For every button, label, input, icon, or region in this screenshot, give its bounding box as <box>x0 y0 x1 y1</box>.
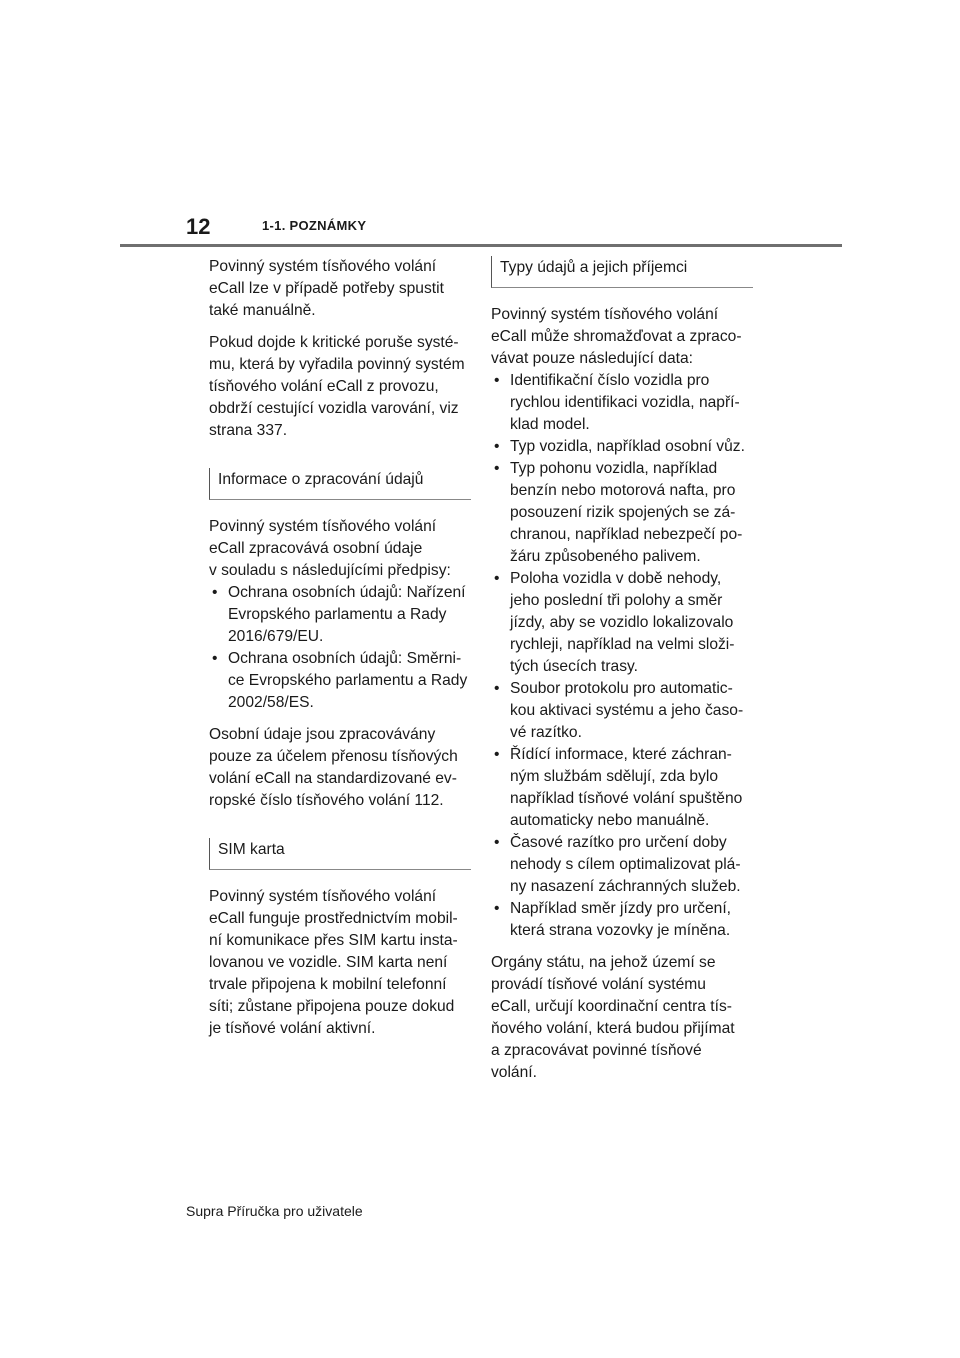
data-processing-heading: Informace o zpracování údajů <box>209 468 471 500</box>
authorities-paragraph: Orgány státu, na jehož území se provádí tísňové volání systému eCall, určují koordinační centra tís- ňového volání, která budou přijímat a zpracovávat povinné tísňové volání. <box>491 954 735 1081</box>
left-column <box>209 256 471 1050</box>
list-item: • Například směr jízdy pro určení, která strana vozovky je míněna. <box>491 898 753 942</box>
data-types-heading: Typy údajů a jejich příjemci <box>491 256 753 288</box>
list-item: • Poloha vozidla v době nehody, jeho poslední tři polohy a směr jízdy, aby se vozidlo lokalizovalo rychleji, například na velmi složi- tých úsecích trasy. <box>491 568 753 678</box>
list-item: • Ochrana osobních údajů: Směrni- ce Evropského parlamentu a Rady 2002/58/ES. <box>209 648 471 714</box>
header-divider <box>120 244 842 247</box>
footer-text: Supra Příručka pro uživatele <box>186 1203 363 1219</box>
sim-paragraph: Povinný systém tísňového volání eCall funguje prostřednictvím mobil- ní komunikace přes SIM kartu insta- lovanou ve vozidle. SIM karta není trvale připojena k mobilní telefonní síti; zůstane připojena pouze dokud je tísňové volání aktivní. <box>209 888 458 1037</box>
list-item: • Ochrana osobních údajů: Nařízení Evropského parlamentu a Rady 2016/679/EU. <box>209 582 471 648</box>
data-types-paragraph: Povinný systém tísňového volání eCall může shromažďovat a zpraco- vávat pouze následující data: <box>491 306 742 367</box>
list-item: • Identifikační číslo vozidla pro rychlou identifikaci vozidla, napří- klad model. <box>491 370 753 436</box>
list-item: • Typ pohonu vozidla, například benzín nebo motorová nafta, pro posouzení rizik spojených se zá- chranou, například nebezpečí po- žáru způsobeného palivem. <box>491 458 753 568</box>
intro-paragraph: Povinný systém tísňového volání eCall lze v případě potřeby spustit také manuálně. <box>209 258 444 319</box>
list-item: • Typ vozidla, například osobní vůz. <box>491 436 753 458</box>
regulations-list <box>209 582 471 714</box>
purpose-paragraph: Osobní údaje jsou zpracovávány pouze za účelem přenosu tísňových volání eCall na standardizované ev- ropské číslo tísňového volání 112. <box>209 726 458 809</box>
list-item: • Soubor protokolu pro automatic- kou aktivaci systému a jeho časo- vé razítko. <box>491 678 753 744</box>
sim-heading: SIM karta <box>209 838 471 870</box>
section-title: 1-1. POZNÁMKY <box>262 218 367 233</box>
right-column <box>491 256 753 1094</box>
list-item: • Řídící informace, které záchran- ným službám sdělují, zda bylo například tísňové volání spuštěno automaticky nebo manuálně. <box>491 744 753 832</box>
data-processing-paragraph: Povinný systém tísňového volání eCall zpracovává osobní údaje v souladu s následujícími předpisy: <box>209 518 451 579</box>
page-number: 12 <box>186 214 211 239</box>
data-items-list <box>491 370 753 942</box>
list-item: • Časové razítko pro určení doby nehody s cílem optimalizovat plá- ny nasazení záchranných služeb. <box>491 832 753 898</box>
failure-paragraph: Pokud dojde k kritické poruše systé- mu, která by vyřadila povinný systém tísňového volání eCall z provozu, obdrží cestující vozidla varování, viz strana 337. <box>209 334 465 439</box>
